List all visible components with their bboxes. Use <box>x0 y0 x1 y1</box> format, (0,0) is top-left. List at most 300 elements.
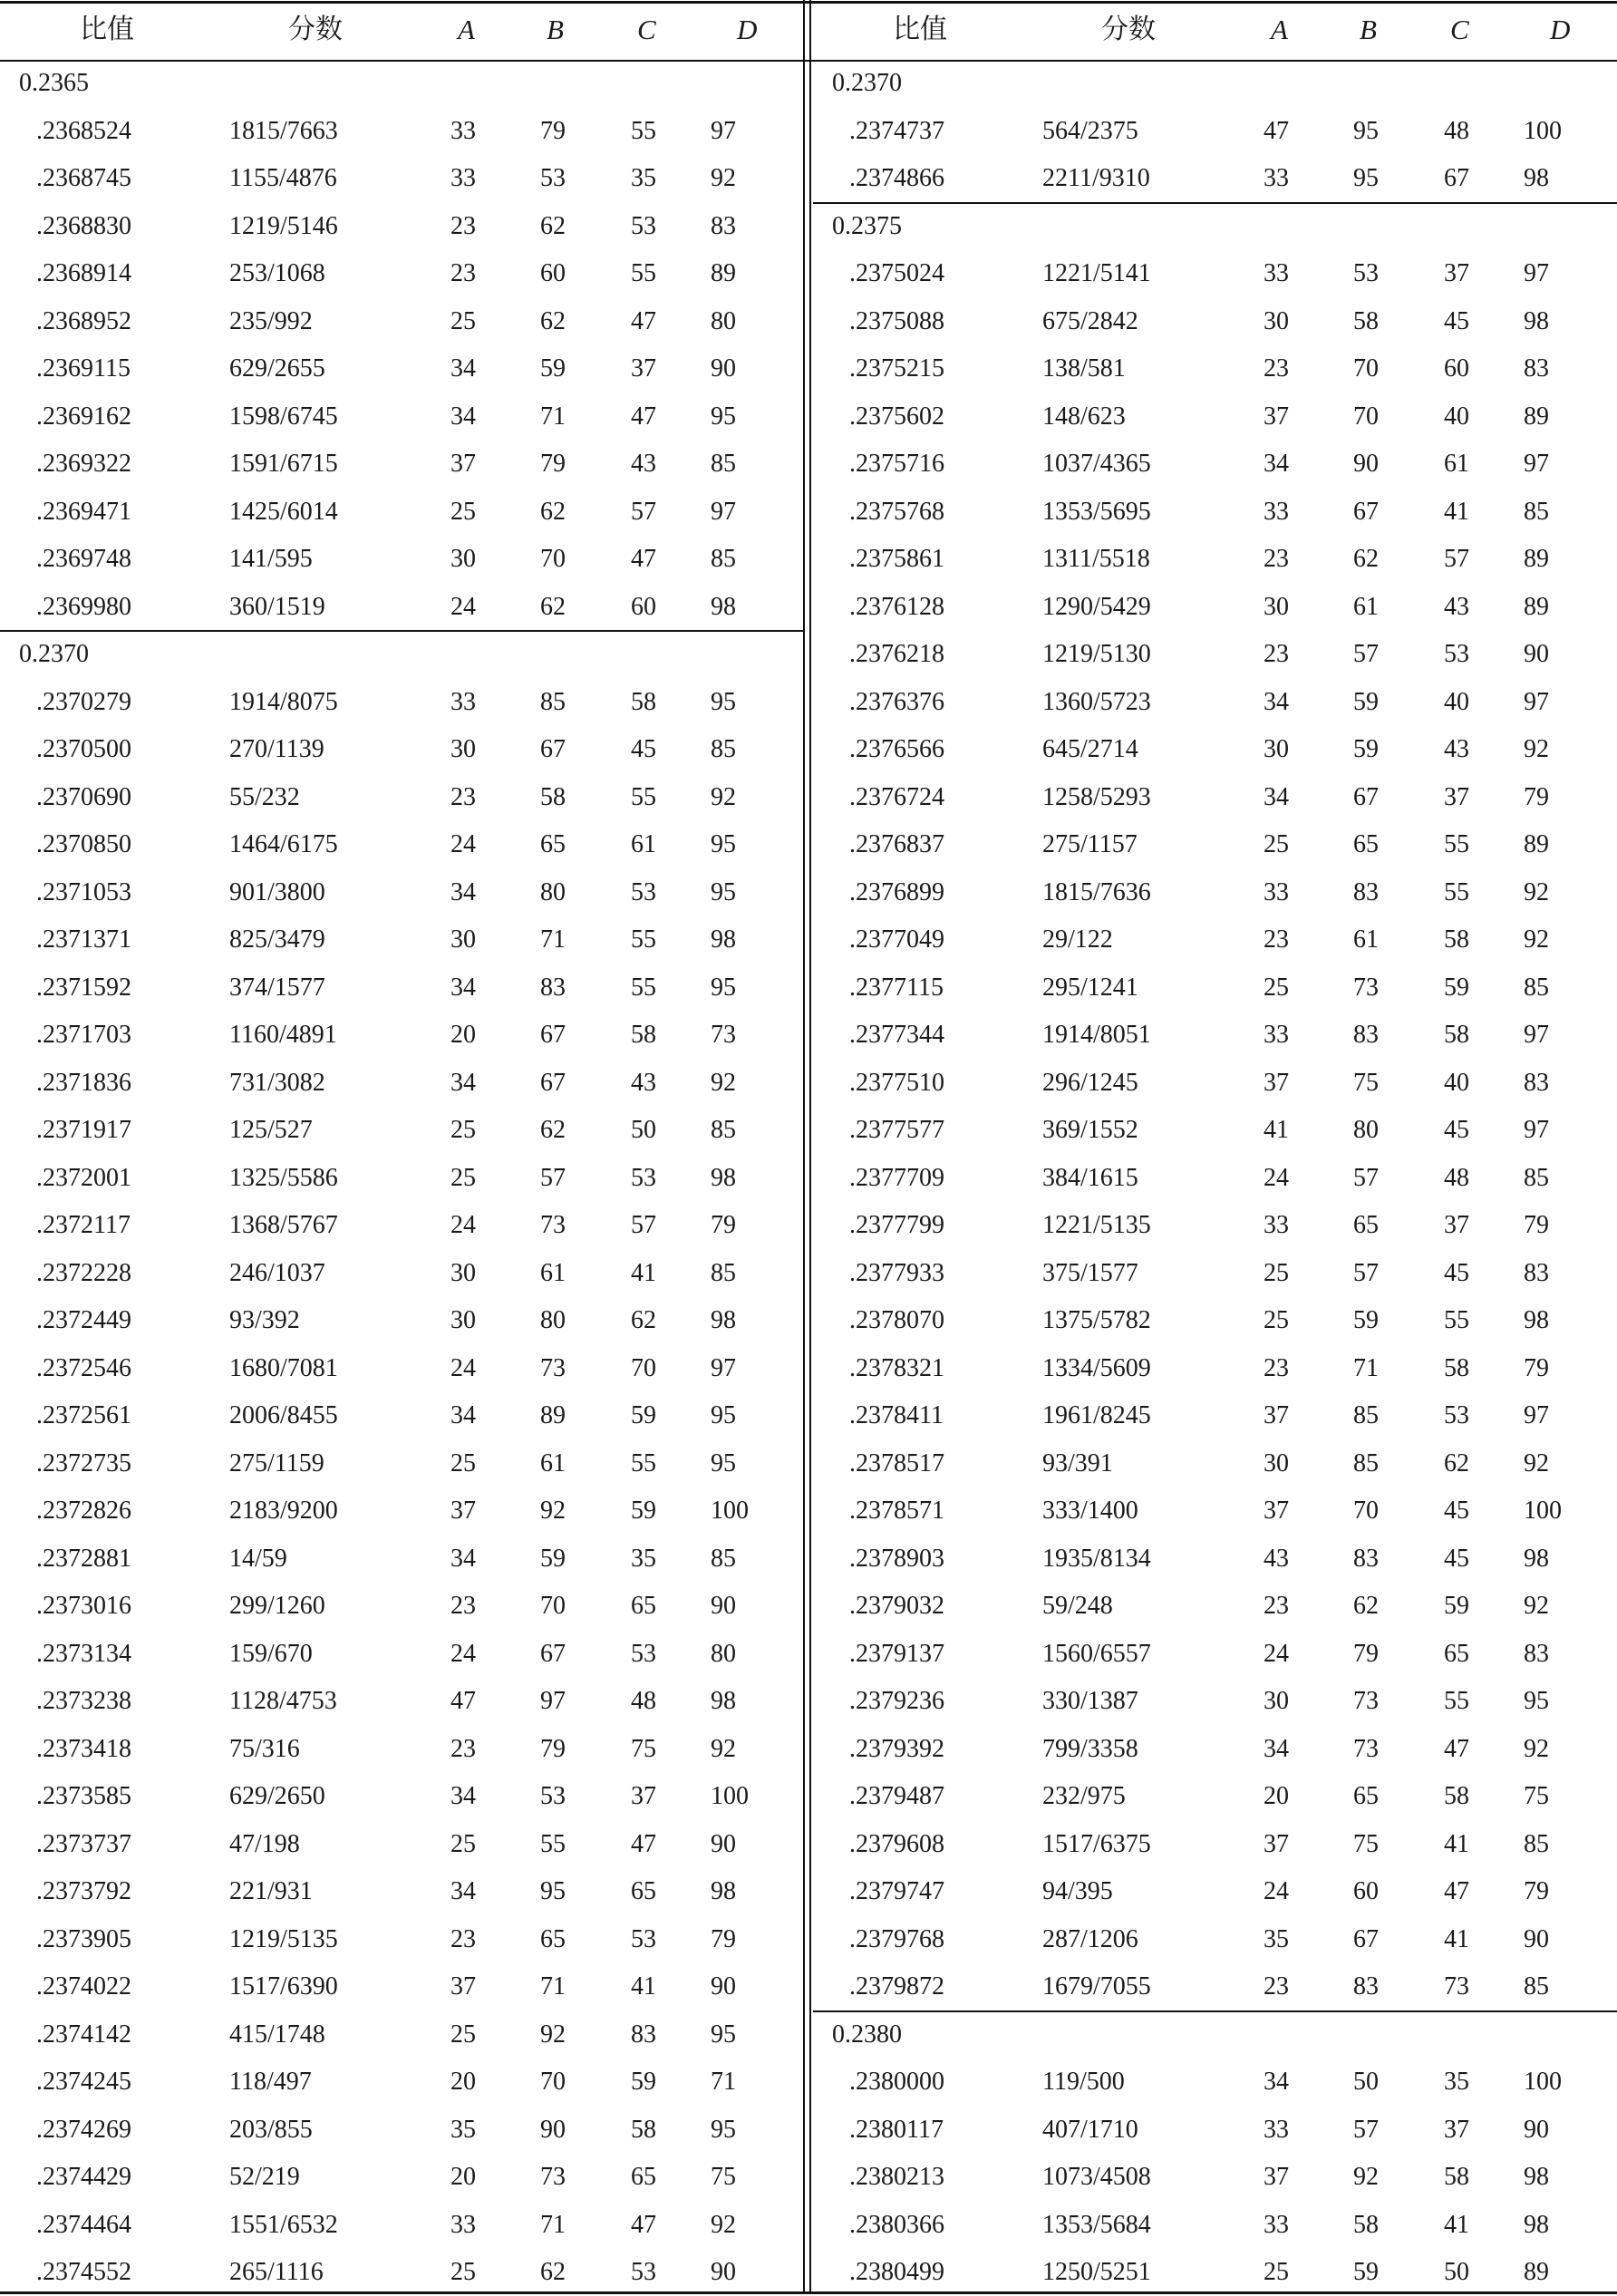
cell-a: 23 <box>1264 354 1289 383</box>
cell-b: 53 <box>540 1782 566 1810</box>
cell-d: 100 <box>1524 2068 1562 2096</box>
cell-b: 58 <box>1353 306 1379 335</box>
cell-fraction: 253/1068 <box>229 259 325 287</box>
table-row <box>0 1297 805 1344</box>
cell-d: 97 <box>711 116 736 145</box>
cell-ratio: .2376724 <box>849 782 944 811</box>
table-row <box>813 726 1617 773</box>
cell-a: 23 <box>1264 1972 1289 2001</box>
cell-b: 85 <box>1353 1401 1379 1429</box>
cell-fraction: 296/1245 <box>1042 1068 1138 1097</box>
table-row <box>813 1583 1617 1630</box>
cell-fraction: 901/3800 <box>229 877 325 906</box>
cell-d: 100 <box>1524 1497 1562 1525</box>
table-row <box>813 1868 1617 1915</box>
table-row <box>813 2249 1617 2296</box>
cell-d: 98 <box>1524 2163 1549 2191</box>
cell-ratio: .2377577 <box>849 1116 944 1144</box>
cell-b: 71 <box>540 925 566 954</box>
table-row <box>0 1155 805 1202</box>
cell-d: 90 <box>1524 1924 1549 1953</box>
cell-c: 55 <box>631 782 656 811</box>
cell-fraction: 295/1241 <box>1042 973 1138 1002</box>
cell-ratio: .2380366 <box>849 2210 944 2239</box>
cell-ratio: .2378903 <box>849 1544 944 1573</box>
table-row <box>0 1583 805 1630</box>
cell-a: 30 <box>450 545 476 573</box>
header-c: C <box>637 14 656 45</box>
header-row <box>0 0 805 60</box>
cell-c: 62 <box>631 1306 656 1334</box>
cell-a: 23 <box>1264 1592 1289 1620</box>
cell-a: 30 <box>450 925 476 954</box>
cell-c: 50 <box>1444 2258 1469 2286</box>
cell-b: 57 <box>1353 640 1379 668</box>
cell-c: 55 <box>1444 830 1469 858</box>
cell-d: 97 <box>1524 1021 1549 1049</box>
cell-b: 70 <box>1353 1497 1379 1525</box>
cell-a: 30 <box>450 1258 476 1287</box>
cell-a: 25 <box>1264 830 1289 858</box>
table-row <box>0 1868 805 1915</box>
cell-c: 48 <box>1444 116 1469 145</box>
cell-ratio: .2374269 <box>36 2115 131 2144</box>
table-row <box>0 1916 805 1963</box>
table-row <box>0 964 805 1012</box>
cell-ratio: .2371592 <box>36 973 131 1002</box>
cell-ratio: .2368914 <box>36 259 131 287</box>
cell-c: 45 <box>1444 1258 1469 1287</box>
cell-b: 67 <box>1353 1924 1379 1953</box>
cell-d: 92 <box>711 1734 736 1763</box>
header-rule <box>0 60 1617 62</box>
cell-d: 83 <box>1524 1258 1549 1287</box>
cell-d: 100 <box>1524 116 1562 145</box>
cell-d: 85 <box>1524 1972 1549 2001</box>
cell-a: 25 <box>1264 973 1289 1002</box>
table-row <box>813 1916 1617 1963</box>
table-row <box>813 631 1617 678</box>
cell-ratio: .2374142 <box>36 2020 131 2049</box>
cell-d: 95 <box>711 1401 736 1429</box>
cell-fraction: 275/1159 <box>229 1448 324 1477</box>
table-row <box>0 1821 805 1868</box>
cell-ratio: .2372001 <box>36 1163 131 1192</box>
group-label: 0.2365 <box>19 69 89 97</box>
cell-d: 89 <box>711 259 736 287</box>
cell-b: 67 <box>1353 782 1379 811</box>
cell-ratio: .2374552 <box>36 2258 131 2286</box>
cell-ratio: .2371053 <box>36 877 131 906</box>
table-row <box>0 250 805 297</box>
cell-a: 43 <box>1264 1544 1289 1573</box>
table-row <box>813 1155 1617 1202</box>
cell-b: 53 <box>1353 259 1379 287</box>
cell-c: 58 <box>631 1021 656 1049</box>
cell-a: 34 <box>1264 2068 1289 2096</box>
cell-ratio: .2380499 <box>849 2258 944 2286</box>
cell-d: 85 <box>711 545 736 573</box>
cell-ratio: .2372881 <box>36 1544 131 1573</box>
cell-fraction: 1560/6557 <box>1042 1639 1151 1668</box>
cell-c: 58 <box>631 2115 656 2144</box>
cell-c: 57 <box>631 497 656 526</box>
cell-c: 43 <box>1444 735 1469 763</box>
table-row <box>813 1392 1617 1439</box>
header-fraction: 分数 <box>288 14 343 45</box>
cell-c: 58 <box>1444 1021 1469 1049</box>
header-a: A <box>458 14 475 45</box>
cell-d: 98 <box>1524 1306 1549 1334</box>
cell-b: 83 <box>1353 1972 1379 2001</box>
cell-c: 53 <box>631 1924 656 1953</box>
left-panel <box>0 0 805 2294</box>
table-row <box>813 869 1617 916</box>
cell-d: 79 <box>711 1924 736 1953</box>
table-row <box>813 1440 1617 1487</box>
cell-fraction: 1464/6175 <box>229 830 338 858</box>
cell-b: 73 <box>540 1211 566 1239</box>
header-fraction: 分数 <box>1101 14 1156 45</box>
cell-b: 67 <box>540 1639 566 1668</box>
cell-d: 79 <box>1524 782 1549 811</box>
cell-b: 92 <box>540 2020 566 2049</box>
table-row <box>813 441 1617 488</box>
cell-a: 23 <box>450 782 476 811</box>
cell-ratio: .2369980 <box>36 592 131 621</box>
cell-b: 92 <box>1353 2163 1379 2191</box>
cell-c: 41 <box>1444 497 1469 526</box>
cell-b: 79 <box>540 450 566 478</box>
cell-ratio: .2380213 <box>849 2163 944 2191</box>
cell-b: 73 <box>540 1353 566 1382</box>
cell-c: 48 <box>631 1687 656 1715</box>
cell-d: 100 <box>711 1782 749 1810</box>
cell-c: 67 <box>1444 164 1469 192</box>
cell-a: 41 <box>1264 1116 1289 1144</box>
cell-c: 45 <box>631 735 656 763</box>
cell-ratio: .2379236 <box>849 1687 944 1715</box>
cell-b: 60 <box>1353 1877 1379 1905</box>
table-row <box>813 1678 1617 1725</box>
cell-b: 62 <box>540 306 566 335</box>
cell-a: 33 <box>450 687 476 716</box>
cell-c: 43 <box>631 1068 656 1097</box>
cell-a: 37 <box>1264 1497 1289 1525</box>
header-a: A <box>1271 14 1288 45</box>
cell-c: 55 <box>1444 1687 1469 1715</box>
group-label: 0.2370 <box>19 640 89 668</box>
cell-ratio: .2374022 <box>36 1972 131 2001</box>
cell-b: 65 <box>1353 1211 1379 1239</box>
cell-fraction: 1425/6014 <box>229 497 338 526</box>
cell-ratio: .2379032 <box>849 1592 944 1620</box>
cell-d: 79 <box>711 1211 736 1239</box>
cell-d: 98 <box>711 1306 736 1334</box>
cell-a: 30 <box>1264 1448 1289 1477</box>
cell-b: 89 <box>540 1401 566 1429</box>
cell-ratio: .2373905 <box>36 1924 131 1953</box>
cell-fraction: 2183/9200 <box>229 1497 338 1525</box>
cell-c: 57 <box>1444 545 1469 573</box>
cell-b: 70 <box>1353 354 1379 383</box>
group-row <box>813 60 1617 107</box>
table-row <box>0 489 805 536</box>
cell-fraction: 265/1116 <box>229 2258 324 2286</box>
table-row <box>0 2249 805 2296</box>
cell-fraction: 1221/5135 <box>1042 1211 1151 1239</box>
cell-a: 23 <box>1264 1353 1289 1382</box>
cell-b: 73 <box>1353 1687 1379 1715</box>
cell-a: 24 <box>450 592 476 621</box>
cell-c: 59 <box>631 2068 656 2096</box>
table-row <box>813 1773 1617 1820</box>
cell-a: 25 <box>1264 1258 1289 1287</box>
cell-d: 95 <box>1524 1687 1549 1715</box>
group-label: 0.2380 <box>832 2020 902 2049</box>
cell-ratio: .2373737 <box>36 1829 131 1858</box>
cell-fraction: 375/1577 <box>1042 1258 1138 1287</box>
right-panel <box>813 0 1617 2294</box>
cell-c: 61 <box>1444 450 1469 478</box>
cell-b: 55 <box>540 1829 566 1858</box>
cell-d: 97 <box>1524 687 1549 716</box>
cell-d: 97 <box>711 1353 736 1382</box>
cell-c: 47 <box>1444 1877 1469 1905</box>
header-d: D <box>1550 14 1571 45</box>
cell-a: 34 <box>1264 450 1289 478</box>
table-row <box>813 1536 1617 1583</box>
cell-fraction: 118/497 <box>229 2068 312 2096</box>
cell-a: 25 <box>450 306 476 335</box>
cell-b: 61 <box>540 1258 566 1287</box>
cell-b: 67 <box>540 1068 566 1097</box>
cell-a: 23 <box>450 1734 476 1763</box>
cell-a: 33 <box>1264 1021 1289 1049</box>
table-row <box>813 1250 1617 1297</box>
cell-fraction: 275/1157 <box>1042 830 1138 858</box>
table-row <box>0 726 805 773</box>
cell-a: 24 <box>1264 1877 1289 1905</box>
cell-fraction: 1290/5429 <box>1042 592 1151 621</box>
table-row <box>0 1726 805 1773</box>
cell-d: 90 <box>1524 2115 1549 2144</box>
cell-ratio: .2374429 <box>36 2163 131 2191</box>
cell-b: 71 <box>1353 1353 1379 1382</box>
cell-ratio: .2376566 <box>849 735 944 763</box>
cell-b: 62 <box>540 2258 566 2286</box>
cell-c: 47 <box>1444 1734 1469 1763</box>
cell-a: 24 <box>1264 1639 1289 1668</box>
cell-a: 34 <box>1264 687 1289 716</box>
cell-b: 65 <box>540 830 566 858</box>
cell-d: 89 <box>1524 830 1549 858</box>
table-row <box>813 1726 1617 1773</box>
cell-b: 57 <box>1353 1163 1379 1192</box>
cell-d: 97 <box>1524 450 1549 478</box>
cell-a: 25 <box>450 1116 476 1144</box>
cell-a: 25 <box>450 2020 476 2049</box>
cell-a: 37 <box>450 450 476 478</box>
cell-a: 37 <box>1264 1068 1289 1097</box>
table-row <box>0 1631 805 1678</box>
table-row <box>813 1012 1617 1059</box>
cell-c: 47 <box>631 545 656 573</box>
cell-fraction: 1961/8245 <box>1042 1401 1151 1429</box>
cell-b: 95 <box>1353 116 1379 145</box>
cell-fraction: 333/1400 <box>1042 1497 1138 1525</box>
cell-a: 23 <box>1264 545 1289 573</box>
cell-c: 58 <box>631 687 656 716</box>
cell-a: 24 <box>450 1353 476 1382</box>
table-row <box>813 345 1617 392</box>
cell-fraction: 94/395 <box>1042 1877 1113 1905</box>
cell-a: 35 <box>450 2115 476 2144</box>
cell-c: 59 <box>631 1497 656 1525</box>
table-row <box>0 298 805 345</box>
cell-d: 89 <box>1524 592 1549 621</box>
cell-fraction: 1517/6375 <box>1042 1829 1151 1858</box>
cell-b: 75 <box>1353 1068 1379 1097</box>
cell-fraction: 1517/6390 <box>229 1972 338 2001</box>
cell-d: 89 <box>1524 2258 1549 2286</box>
cell-b: 92 <box>540 1497 566 1525</box>
cell-d: 79 <box>1524 1353 1549 1382</box>
table-row <box>0 1060 805 1107</box>
cell-fraction: 1679/7055 <box>1042 1972 1151 2001</box>
cell-d: 98 <box>1524 1544 1549 1573</box>
cell-c: 55 <box>631 259 656 287</box>
cell-ratio: .2375768 <box>849 497 944 526</box>
cell-ratio: .2376218 <box>849 640 944 668</box>
cell-ratio: .2371703 <box>36 1021 131 1049</box>
cell-b: 95 <box>540 1877 566 1905</box>
cell-b: 71 <box>540 402 566 431</box>
cell-a: 24 <box>450 1639 476 1668</box>
table-row <box>813 250 1617 297</box>
cell-a: 33 <box>1264 2210 1289 2239</box>
cell-c: 53 <box>631 211 656 240</box>
cell-c: 41 <box>631 1972 656 2001</box>
cell-fraction: 1155/4876 <box>229 164 337 192</box>
cell-c: 58 <box>1444 925 1469 954</box>
cell-fraction: 287/1206 <box>1042 1924 1138 1953</box>
cell-c: 55 <box>631 1448 656 1477</box>
cell-b: 80 <box>1353 1116 1379 1144</box>
cell-d: 83 <box>1524 1639 1549 1668</box>
cell-c: 47 <box>631 306 656 335</box>
cell-c: 53 <box>631 877 656 906</box>
cell-a: 24 <box>1264 1163 1289 1192</box>
cell-c: 48 <box>1444 1163 1469 1192</box>
table-row <box>0 393 805 441</box>
cell-ratio: .2376128 <box>849 592 944 621</box>
cell-d: 85 <box>1524 1829 1549 1858</box>
group-row <box>813 203 1617 250</box>
table-row <box>0 1487 805 1535</box>
cell-d: 97 <box>1524 1116 1549 1144</box>
cell-ratio: .2378070 <box>849 1306 944 1334</box>
cell-ratio: .2380000 <box>849 2068 944 2096</box>
cell-b: 80 <box>540 1306 566 1334</box>
cell-fraction: 1221/5141 <box>1042 259 1151 287</box>
cell-a: 33 <box>1264 259 1289 287</box>
cell-ratio: .2379137 <box>849 1639 944 1668</box>
cell-a: 35 <box>1264 1924 1289 1953</box>
table-row <box>0 774 805 821</box>
cell-fraction: 369/1552 <box>1042 1116 1138 1144</box>
center-divider-right <box>809 0 811 2294</box>
cell-ratio: .2368524 <box>36 116 131 145</box>
cell-b: 53 <box>540 164 566 192</box>
cell-fraction: 1219/5146 <box>229 211 338 240</box>
cell-fraction: 141/595 <box>229 545 313 573</box>
cell-a: 25 <box>450 1829 476 1858</box>
cell-c: 47 <box>631 1829 656 1858</box>
cell-ratio: .2375088 <box>849 306 944 335</box>
cell-d: 90 <box>711 1972 736 2001</box>
cell-b: 97 <box>540 1687 566 1715</box>
cell-c: 47 <box>631 2210 656 2239</box>
cell-b: 58 <box>540 782 566 811</box>
cell-ratio: .2369471 <box>36 497 131 526</box>
table-row <box>0 2202 805 2249</box>
cell-b: 59 <box>1353 687 1379 716</box>
cell-ratio: .2375215 <box>849 354 944 383</box>
cell-fraction: 159/670 <box>229 1639 313 1668</box>
cell-b: 67 <box>540 735 566 763</box>
cell-c: 58 <box>1444 1782 1469 1810</box>
cell-c: 37 <box>1444 782 1469 811</box>
cell-fraction: 246/1037 <box>229 1258 325 1287</box>
cell-ratio: .2370279 <box>36 687 131 716</box>
cell-d: 79 <box>1524 1211 1549 1239</box>
cell-c: 59 <box>1444 1592 1469 1620</box>
header-b: B <box>547 14 564 45</box>
cell-a: 25 <box>1264 1306 1289 1334</box>
cell-c: 70 <box>631 1353 656 1382</box>
cell-a: 20 <box>1264 1782 1289 1810</box>
cell-c: 45 <box>1444 1544 1469 1573</box>
cell-b: 62 <box>540 497 566 526</box>
cell-fraction: 203/855 <box>229 2115 313 2144</box>
cell-b: 83 <box>540 973 566 1002</box>
cell-b: 83 <box>1353 1021 1379 1049</box>
table-row <box>813 489 1617 536</box>
cell-ratio: .2374866 <box>849 164 944 192</box>
cell-c: 65 <box>631 1877 656 1905</box>
cell-a: 33 <box>1264 2115 1289 2144</box>
cell-a: 30 <box>1264 592 1289 621</box>
cell-b: 70 <box>540 2068 566 2096</box>
cell-fraction: 1815/7636 <box>1042 877 1151 906</box>
cell-ratio: .2372546 <box>36 1353 131 1382</box>
cell-c: 45 <box>1444 306 1469 335</box>
cell-c: 65 <box>631 1592 656 1620</box>
top-rule <box>0 1 1617 4</box>
cell-ratio: .2372228 <box>36 1258 131 1287</box>
header-c: C <box>1450 14 1469 45</box>
cell-ratio: .2373238 <box>36 1687 131 1715</box>
table-row <box>813 108 1617 155</box>
cell-b: 71 <box>540 1972 566 2001</box>
cell-a: 37 <box>1264 2163 1289 2191</box>
cell-fraction: 1258/5293 <box>1042 782 1151 811</box>
cell-fraction: 1914/8075 <box>229 687 338 716</box>
table-row <box>813 679 1617 726</box>
cell-ratio: .2371836 <box>36 1068 131 1097</box>
table-row <box>813 1487 1617 1535</box>
